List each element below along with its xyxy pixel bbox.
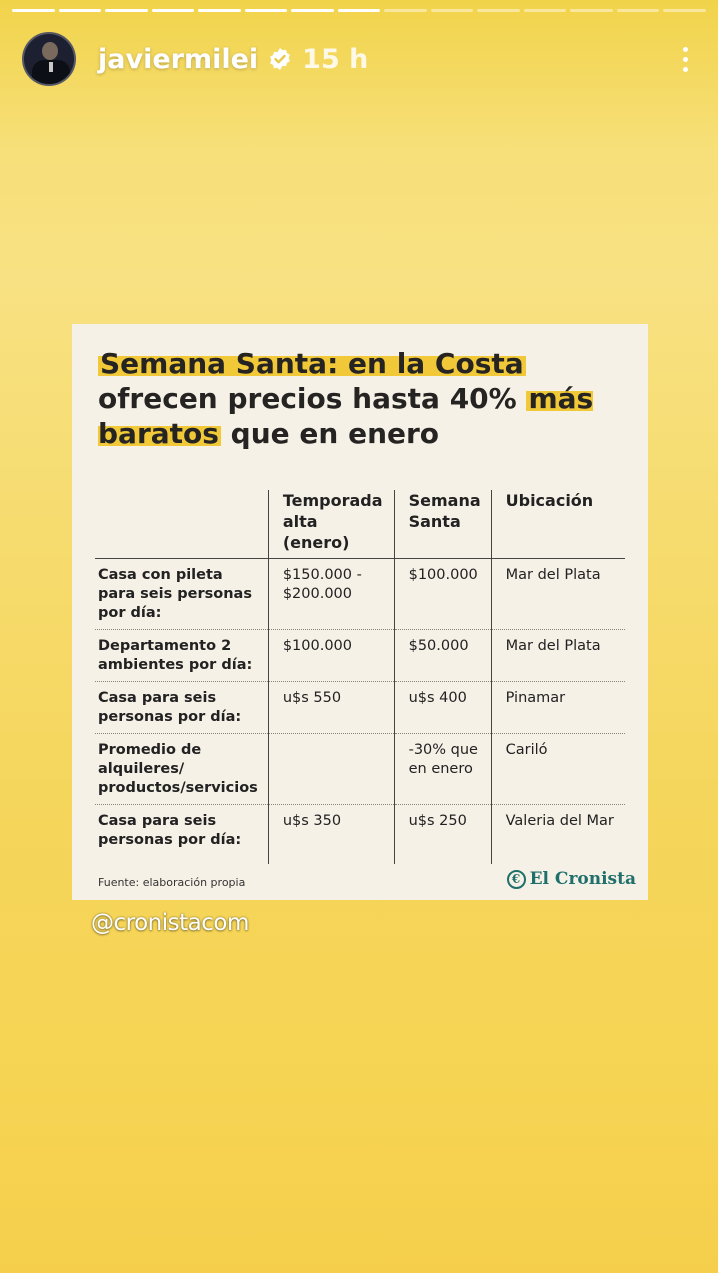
news-card — [72, 324, 648, 900]
progress-segment — [570, 9, 613, 12]
story-progress-bar — [12, 9, 706, 12]
row-label: Casa para seis personas por día: — [95, 682, 268, 734]
progress-segment — [291, 9, 334, 12]
progress-segment — [384, 9, 427, 12]
cell-ubicacion: Mar del Plata — [491, 630, 625, 682]
avatar[interactable] — [22, 32, 76, 86]
cell-ubicacion: Valeria del Mar — [491, 805, 625, 865]
cell-temporada: $150.000 - $200.000 — [268, 559, 394, 630]
progress-segment — [431, 9, 474, 12]
cell-temporada: u$s 350 — [268, 805, 394, 865]
table-row — [95, 630, 625, 682]
cell-ubicacion: Pinamar — [491, 682, 625, 734]
cell-temporada — [268, 734, 394, 805]
cell-ubicacion: Mar del Plata — [491, 559, 625, 630]
progress-segment — [198, 9, 241, 12]
cell-semana-santa: $50.000 — [394, 630, 491, 682]
progress-segment — [12, 9, 55, 12]
row-label: Casa para seis personas por día: — [98, 813, 242, 848]
story-header — [22, 30, 696, 88]
progress-segment — [477, 9, 520, 12]
table-row — [95, 805, 625, 865]
cell-semana-santa: u$s 250 — [394, 805, 491, 865]
column-header — [95, 490, 268, 559]
source-note: Fuente: elaboración propia — [98, 876, 246, 889]
row-label: Departamento 2 ambientes por día: — [95, 630, 268, 682]
progress-segment — [663, 9, 706, 12]
cell-temporada: $100.000 — [268, 630, 394, 682]
more-options-icon[interactable] — [674, 41, 696, 77]
cell-semana-santa: -30% que en enero — [394, 734, 491, 805]
progress-segment — [59, 9, 102, 12]
progress-segment — [524, 9, 567, 12]
cronista-mark-icon: € — [507, 870, 526, 889]
row-label: Casa con pileta para seis personas por día: — [95, 559, 268, 630]
progress-segment — [245, 9, 288, 12]
title-highlight-1: Semana Santa: en la Costa — [100, 347, 524, 380]
card-title — [98, 346, 628, 451]
cell-semana-santa: u$s 400 — [394, 682, 491, 734]
table-row — [95, 734, 625, 805]
el-cronista-logo — [507, 869, 636, 889]
cell-ubicacion: Cariló — [491, 734, 625, 805]
progress-segment — [338, 9, 381, 12]
title-highlight-2: más baratos — [98, 382, 594, 450]
price-table — [95, 490, 625, 864]
column-header-semana-santa: Semana Santa — [394, 490, 491, 559]
username[interactable]: javiermilei — [98, 43, 259, 75]
column-header-temporada: Temporada alta (enero) — [268, 490, 394, 559]
table-header-row — [95, 490, 625, 559]
progress-segment — [152, 9, 195, 12]
table-row — [95, 682, 625, 734]
progress-segment — [105, 9, 148, 12]
title-text-2: que en enero — [220, 417, 440, 450]
mention-sticker[interactable]: @cronistacom — [91, 910, 249, 936]
cell-temporada: u$s 550 — [268, 682, 394, 734]
row-label: Promedio de alquileres/ productos/servicios — [95, 734, 268, 805]
cell-semana-santa: $100.000 — [394, 559, 491, 630]
table-row — [95, 559, 625, 630]
post-time: 15 h — [302, 43, 369, 75]
logo-text: El Cronista — [529, 869, 636, 889]
verified-badge-icon — [268, 47, 292, 71]
progress-segment — [617, 9, 660, 12]
title-text-1: ofrecen precios hasta 40% — [98, 382, 527, 415]
column-header-ubicacion: Ubicación — [491, 490, 625, 559]
